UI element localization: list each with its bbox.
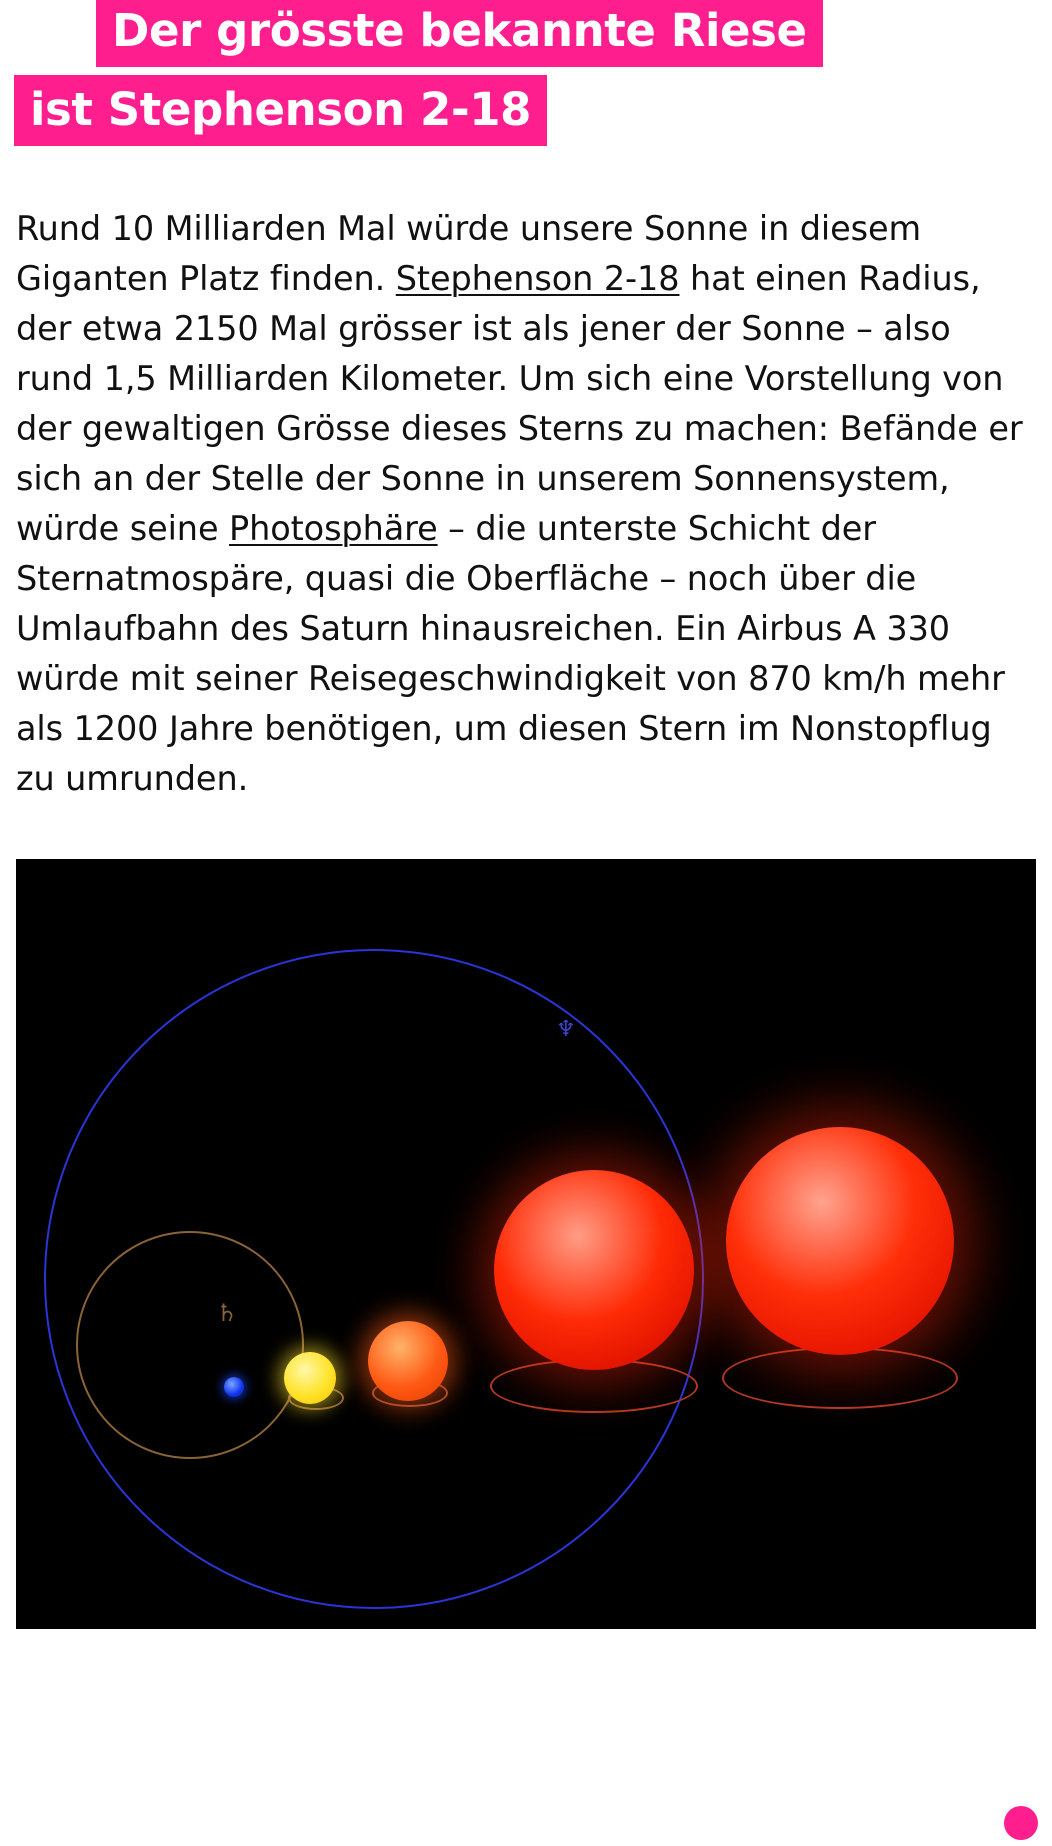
base-ellipse-red-giant-large: [722, 1347, 958, 1409]
paragraph-text-part-1: Rund 10 Milliarden Mal würde unsere Sonne in diesem Giganten Platz finden.: [16, 209, 922, 299]
headline-line-2: ist Stephenson 2-18: [14, 75, 547, 146]
saturn-orbit-ring: [76, 1231, 304, 1459]
link-photosphaere[interactable]: Photosphäre: [229, 509, 438, 549]
star-size-comparison-figure: [16, 859, 1036, 1629]
link-stephenson-2-18[interactable]: Stephenson 2-18: [395, 259, 680, 299]
page-headline: [0, 0, 1052, 146]
saturn-symbol-icon: ♄: [216, 1299, 238, 1328]
orange-star-icon: [368, 1321, 448, 1401]
red-giant-large-icon: [726, 1127, 954, 1355]
article-paragraph: [16, 204, 1036, 804]
headline-line-1: Der grösste bekannte Riese: [96, 0, 823, 67]
yellow-star-icon: [284, 1352, 336, 1404]
floating-action-dot[interactable]: [1004, 1806, 1038, 1840]
red-giant-medium-icon: [494, 1170, 694, 1370]
paragraph-text-part-2: hat einen Radius, der etwa 2150 Mal grösser ist als jener der Sonne – also rund 1,5 Milliarden Kilometer. Um sich eine Vorstellung von der gewaltigen Grösse dieses Sterns zu machen: Befände er sich an der Stelle der Sonne in unserem Sonnensystem, würde seine: [16, 259, 1023, 549]
paragraph-text-part-3: – die unterste Schicht der Sternatmospäre, quasi die Oberfläche – noch über die Umlaufbahn des Saturn hinausreichen. Ein Airbus A 330 würde mit seiner Reisegeschwindigkeit von 870 km/h mehr als 1200 Jahre benötigen, um diesen Stern im Nonstopflug zu umrunden.: [16, 509, 1005, 799]
neptune-symbol-icon: ♆: [556, 1017, 576, 1043]
